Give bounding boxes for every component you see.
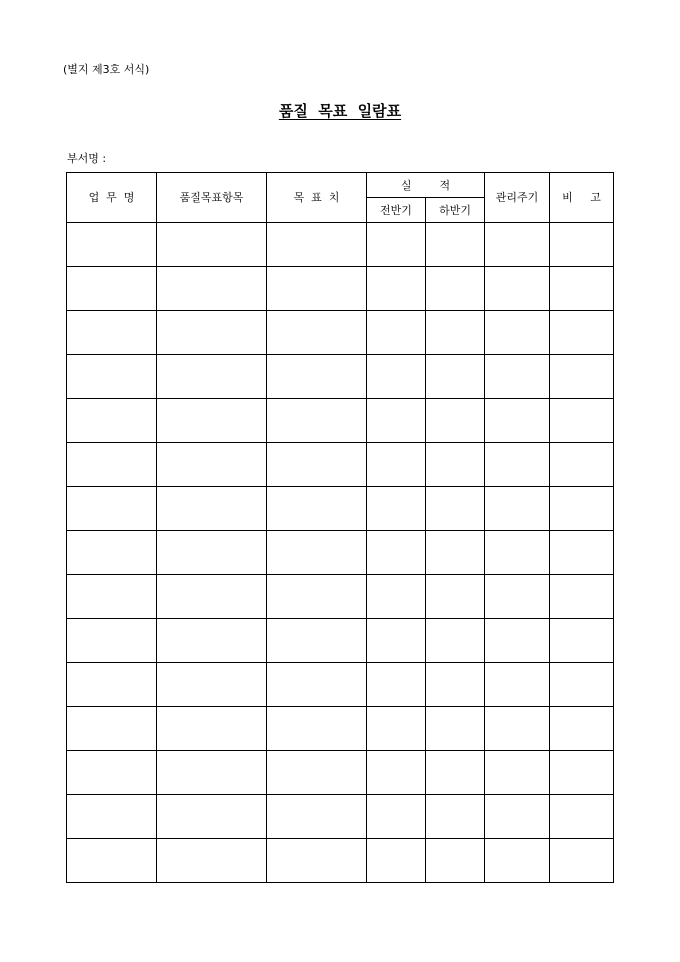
header-first-half: 전반기 <box>367 198 426 223</box>
second-half-cell[interactable] <box>426 751 485 795</box>
task-cell[interactable] <box>67 575 157 619</box>
table-row <box>67 619 614 663</box>
management-cycle-cell[interactable] <box>485 575 550 619</box>
quality-item-cell[interactable] <box>157 443 267 487</box>
management-cycle-cell[interactable] <box>485 795 550 839</box>
remarks-cell[interactable] <box>550 355 614 399</box>
page-title: 품질 목표 일람표 <box>278 102 402 120</box>
first-half-cell[interactable] <box>367 839 426 883</box>
table-row <box>67 267 614 311</box>
remarks-cell[interactable] <box>550 619 614 663</box>
remarks-cell[interactable] <box>550 399 614 443</box>
table-row <box>67 443 614 487</box>
task-cell[interactable] <box>67 355 157 399</box>
header-management-cycle: 관리주기 <box>485 173 550 223</box>
remarks-cell[interactable] <box>550 267 614 311</box>
management-cycle-cell[interactable] <box>485 751 550 795</box>
remarks-cell[interactable] <box>550 663 614 707</box>
second-half-cell[interactable] <box>426 839 485 883</box>
table-row <box>67 355 614 399</box>
second-half-cell[interactable] <box>426 575 485 619</box>
quality-item-cell[interactable] <box>157 267 267 311</box>
target-cell[interactable] <box>267 795 367 839</box>
quality-item-cell[interactable] <box>157 355 267 399</box>
first-half-cell[interactable] <box>367 531 426 575</box>
quality-item-cell[interactable] <box>157 399 267 443</box>
target-cell[interactable] <box>267 399 367 443</box>
task-cell[interactable] <box>67 707 157 751</box>
target-cell[interactable] <box>267 267 367 311</box>
header-quality-item: 품질목표항목 <box>157 173 267 223</box>
quality-goal-table <box>66 172 614 883</box>
remarks-cell[interactable] <box>550 707 614 751</box>
first-half-cell[interactable] <box>367 355 426 399</box>
target-cell[interactable] <box>267 839 367 883</box>
table-row <box>67 223 614 267</box>
table-row <box>67 575 614 619</box>
second-half-cell[interactable] <box>426 311 485 355</box>
management-cycle-cell[interactable] <box>485 311 550 355</box>
second-half-cell[interactable] <box>426 267 485 311</box>
target-cell[interactable] <box>267 223 367 267</box>
target-cell[interactable] <box>267 619 367 663</box>
table-row <box>67 487 614 531</box>
remarks-cell[interactable] <box>550 311 614 355</box>
table-row <box>67 663 614 707</box>
header-performance: 실 적 <box>367 173 485 198</box>
task-cell[interactable] <box>67 795 157 839</box>
second-half-cell[interactable] <box>426 663 485 707</box>
second-half-cell[interactable] <box>426 619 485 663</box>
target-cell[interactable] <box>267 531 367 575</box>
first-half-cell[interactable] <box>367 443 426 487</box>
first-half-cell[interactable] <box>367 575 426 619</box>
first-half-cell[interactable] <box>367 487 426 531</box>
management-cycle-cell[interactable] <box>485 663 550 707</box>
target-cell[interactable] <box>267 575 367 619</box>
remarks-cell[interactable] <box>550 223 614 267</box>
second-half-cell[interactable] <box>426 795 485 839</box>
target-cell[interactable] <box>267 355 367 399</box>
header-second-half: 하반기 <box>426 198 485 223</box>
first-half-cell[interactable] <box>367 267 426 311</box>
task-cell[interactable] <box>67 443 157 487</box>
table-row <box>67 399 614 443</box>
target-cell[interactable] <box>267 311 367 355</box>
first-half-cell[interactable] <box>367 751 426 795</box>
task-cell[interactable] <box>67 531 157 575</box>
second-half-cell[interactable] <box>426 487 485 531</box>
management-cycle-cell[interactable] <box>485 399 550 443</box>
remarks-cell[interactable] <box>550 839 614 883</box>
table-header <box>67 173 614 223</box>
target-cell[interactable] <box>267 443 367 487</box>
header-remarks: 비 고 <box>550 173 614 223</box>
task-cell[interactable] <box>67 663 157 707</box>
task-cell[interactable] <box>67 839 157 883</box>
department-label: 부서명 : <box>67 152 107 165</box>
header-task: 업 무 명 <box>67 173 157 223</box>
target-cell[interactable] <box>267 751 367 795</box>
second-half-cell[interactable] <box>426 707 485 751</box>
management-cycle-cell[interactable] <box>485 839 550 883</box>
table-row <box>67 795 614 839</box>
management-cycle-cell[interactable] <box>485 443 550 487</box>
task-cell[interactable] <box>67 487 157 531</box>
remarks-cell[interactable] <box>550 531 614 575</box>
management-cycle-cell[interactable] <box>485 531 550 575</box>
second-half-cell[interactable] <box>426 355 485 399</box>
remarks-cell[interactable] <box>550 487 614 531</box>
quality-item-cell[interactable] <box>157 223 267 267</box>
table-row <box>67 839 614 883</box>
remarks-cell[interactable] <box>550 575 614 619</box>
second-half-cell[interactable] <box>426 443 485 487</box>
target-cell[interactable] <box>267 487 367 531</box>
table-row <box>67 311 614 355</box>
management-cycle-cell[interactable] <box>485 487 550 531</box>
task-cell[interactable] <box>67 311 157 355</box>
quality-item-cell[interactable] <box>157 707 267 751</box>
management-cycle-cell[interactable] <box>485 707 550 751</box>
quality-item-cell[interactable] <box>157 839 267 883</box>
quality-item-cell[interactable] <box>157 663 267 707</box>
management-cycle-cell[interactable] <box>485 267 550 311</box>
remarks-cell[interactable] <box>550 795 614 839</box>
task-cell[interactable] <box>67 223 157 267</box>
first-half-cell[interactable] <box>367 707 426 751</box>
header-row-top <box>67 173 614 198</box>
task-cell[interactable] <box>67 399 157 443</box>
quality-item-cell[interactable] <box>157 751 267 795</box>
header-target: 목 표 치 <box>267 173 367 223</box>
quality-item-cell[interactable] <box>157 487 267 531</box>
quality-item-cell[interactable] <box>157 575 267 619</box>
second-half-cell[interactable] <box>426 223 485 267</box>
management-cycle-cell[interactable] <box>485 355 550 399</box>
form-number-label: (별지 제3호 서식) <box>63 63 150 76</box>
first-half-cell[interactable] <box>367 311 426 355</box>
task-cell[interactable] <box>67 751 157 795</box>
remarks-cell[interactable] <box>550 751 614 795</box>
target-cell[interactable] <box>267 707 367 751</box>
quality-goal-table-container <box>66 172 614 883</box>
quality-item-cell[interactable] <box>157 619 267 663</box>
target-cell[interactable] <box>267 663 367 707</box>
table-row <box>67 751 614 795</box>
table-row <box>67 707 614 751</box>
first-half-cell[interactable] <box>367 223 426 267</box>
quality-item-cell[interactable] <box>157 795 267 839</box>
second-half-cell[interactable] <box>426 531 485 575</box>
quality-item-cell[interactable] <box>157 311 267 355</box>
first-half-cell[interactable] <box>367 399 426 443</box>
task-cell[interactable] <box>67 267 157 311</box>
remarks-cell[interactable] <box>550 443 614 487</box>
first-half-cell[interactable] <box>367 619 426 663</box>
management-cycle-cell[interactable] <box>485 619 550 663</box>
table-body <box>67 223 614 883</box>
table-row <box>67 531 614 575</box>
task-cell[interactable] <box>67 619 157 663</box>
second-half-cell[interactable] <box>426 399 485 443</box>
first-half-cell[interactable] <box>367 795 426 839</box>
quality-item-cell[interactable] <box>157 531 267 575</box>
first-half-cell[interactable] <box>367 663 426 707</box>
management-cycle-cell[interactable] <box>485 223 550 267</box>
